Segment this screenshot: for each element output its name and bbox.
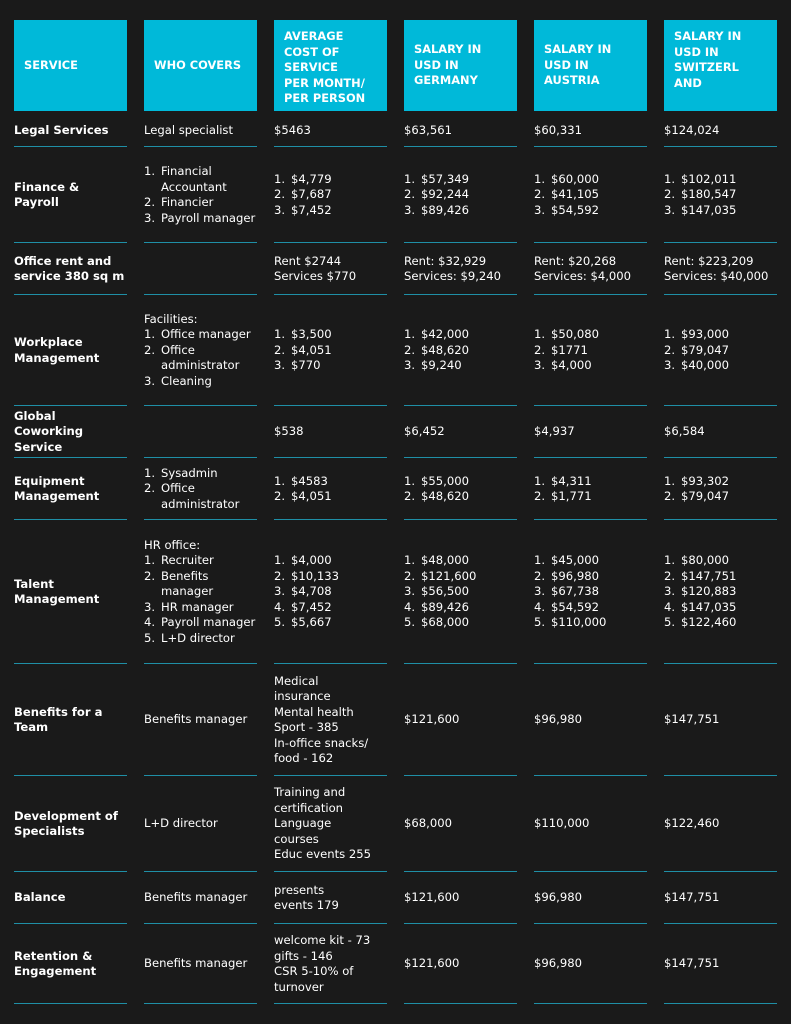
list-item: $68,000 xyxy=(421,615,469,630)
cell-salary-germany xyxy=(404,664,517,776)
list-item: $102,011 xyxy=(681,171,737,186)
list-item: Financial Accountant xyxy=(161,164,227,194)
list-item: $60,000 xyxy=(551,171,599,186)
list-item: Benefits manager xyxy=(161,568,214,599)
cell-text: insurance xyxy=(274,689,331,703)
cell-text: $121,600 xyxy=(404,712,460,727)
cell-service xyxy=(14,295,127,406)
cell-salary-switzerland xyxy=(664,872,777,924)
numbered-list xyxy=(664,327,729,374)
cell-text: Language xyxy=(274,816,332,831)
numbered-list xyxy=(664,553,736,631)
row-divider xyxy=(14,1003,127,1004)
service-name: Legal Services xyxy=(14,122,109,137)
list-item: $4583 xyxy=(291,473,328,488)
row-divider xyxy=(664,1003,777,1004)
list-item: $4,051 xyxy=(291,489,332,503)
row-divider xyxy=(404,1003,517,1004)
service-name: Team xyxy=(14,720,49,734)
cell-text: $6,452 xyxy=(404,424,445,439)
cell-text: $96,980 xyxy=(534,890,582,905)
numbered-list xyxy=(144,164,257,226)
service-name: Benefits for a xyxy=(14,704,103,719)
table-row xyxy=(0,776,791,872)
list-item: $89,426 xyxy=(421,202,469,217)
service-name: Specialists xyxy=(14,824,85,838)
header-average-cost: AVERAGE COST OF SERVICE PER MONTH/ PER PERSON xyxy=(274,20,387,111)
cell-salary-germany xyxy=(404,872,517,924)
cell-salary-switzerland xyxy=(664,406,777,458)
cell-salary-switzerland xyxy=(664,295,777,406)
list-item: $5,667 xyxy=(291,615,332,630)
list-item: $1771 xyxy=(551,342,588,357)
cell-text: welcome kit - 73 xyxy=(274,933,371,947)
table-row xyxy=(0,520,791,664)
list-item: Office administrator xyxy=(161,342,240,373)
cell-average-cost xyxy=(274,872,387,924)
numbered-list xyxy=(274,553,339,631)
list-item: $770 xyxy=(291,358,321,373)
cell-text: $63,561 xyxy=(404,122,452,137)
list-item: $7,452 xyxy=(291,202,332,217)
list-item: $50,080 xyxy=(551,327,599,342)
cell-text: certification xyxy=(274,800,344,815)
cell-who-covers xyxy=(144,776,257,872)
list-item: $48,620 xyxy=(421,489,469,503)
header-who-covers: WHO COVERS xyxy=(144,20,257,111)
cell-text: Training and xyxy=(274,785,346,800)
numbered-list xyxy=(144,466,257,513)
cell-text: $110,000 xyxy=(534,816,590,831)
cell-text: $121,600 xyxy=(404,890,460,905)
cell-text: Rent: $20,268 xyxy=(534,253,617,268)
table-row xyxy=(0,872,791,924)
list-item: $96,980 xyxy=(551,568,599,583)
cell-text: courses xyxy=(274,831,319,846)
cell-text: CSR 5-10% of xyxy=(274,964,354,978)
cell-who-covers xyxy=(144,458,257,520)
cell-salary-austria xyxy=(534,924,647,1004)
cell-salary-germany xyxy=(404,776,517,872)
list-item: $41,105 xyxy=(551,187,599,202)
cell-salary-austria xyxy=(534,520,647,664)
list-item: $122,460 xyxy=(681,615,737,630)
list-item: Cleaning xyxy=(161,373,212,388)
cell-salary-switzerland xyxy=(664,147,777,243)
cell-average-cost xyxy=(274,147,387,243)
cell-text: food - 162 xyxy=(274,751,334,765)
list-item: $89,426 xyxy=(421,599,469,614)
list-item: $180,547 xyxy=(681,187,737,202)
list-item: Payroll manager xyxy=(161,615,256,630)
cell-text: $60,331 xyxy=(534,122,582,137)
cell-text: Educ events 255 xyxy=(274,847,371,862)
cell-who-covers xyxy=(144,295,257,406)
cell-text: L+D director xyxy=(144,816,218,831)
cell-salary-switzerland xyxy=(664,520,777,664)
cell-heading: HR office: xyxy=(144,537,201,552)
cell-text: Services: $9,240 xyxy=(404,269,502,283)
cell-salary-germany xyxy=(404,924,517,1004)
cell-text: Rent $2744 xyxy=(274,253,342,268)
list-item: $79,047 xyxy=(681,342,729,357)
list-item: $79,047 xyxy=(681,489,729,503)
cell-salary-austria xyxy=(534,458,647,520)
cell-service xyxy=(14,114,127,147)
cell-salary-austria xyxy=(534,295,647,406)
numbered-list xyxy=(404,553,476,631)
list-item: $4,311 xyxy=(551,473,592,488)
service-name: Development of xyxy=(14,808,118,823)
cell-salary-switzerland xyxy=(664,243,777,295)
table-row xyxy=(0,147,791,243)
cell-salary-austria xyxy=(534,664,647,776)
list-item: $48,620 xyxy=(421,342,469,357)
service-name: Management xyxy=(14,350,100,365)
list-item: Payroll manager xyxy=(161,210,256,225)
service-name: Office rent and xyxy=(14,253,112,268)
list-item: $54,592 xyxy=(551,599,599,614)
cell-who-covers xyxy=(144,243,257,295)
list-item: $54,592 xyxy=(551,202,599,217)
cell-text: Benefits manager xyxy=(144,712,248,727)
cell-who-covers xyxy=(144,664,257,776)
table-row xyxy=(0,664,791,776)
list-item: Office manager xyxy=(161,327,251,342)
cell-text: Benefits manager xyxy=(144,956,248,971)
cell-salary-austria xyxy=(534,872,647,924)
cell-service xyxy=(14,776,127,872)
service-name: Equipment xyxy=(14,473,85,488)
cell-average-cost xyxy=(274,243,387,295)
cell-text: Rent: $223,209 xyxy=(664,253,754,268)
cell-text: $147,751 xyxy=(664,712,720,727)
table-row xyxy=(0,243,791,295)
numbered-list xyxy=(534,327,599,374)
cell-text: $538 xyxy=(274,424,304,439)
cell-text: Benefits manager xyxy=(144,890,248,905)
service-name: service 380 sq m xyxy=(14,269,125,283)
list-item: $92,244 xyxy=(421,187,469,202)
list-item: Office administrator xyxy=(161,481,240,511)
numbered-list xyxy=(274,474,332,505)
cell-who-covers xyxy=(144,520,257,664)
list-item: $40,000 xyxy=(681,358,729,373)
cell-text: Services $770 xyxy=(274,269,357,283)
list-item: $4,000 xyxy=(551,358,592,373)
cell-text: $5463 xyxy=(274,122,311,137)
cell-who-covers xyxy=(144,872,257,924)
cell-text: $4,937 xyxy=(534,424,575,439)
list-item: Financier xyxy=(161,195,214,209)
service-name: Management xyxy=(14,592,100,606)
list-item: $1,771 xyxy=(551,489,592,503)
cell-salary-switzerland xyxy=(664,924,777,1004)
cell-text: $6,584 xyxy=(664,424,705,439)
table-row xyxy=(0,295,791,406)
list-item: $121,600 xyxy=(421,568,477,583)
numbered-list xyxy=(534,553,606,631)
numbered-list xyxy=(404,327,469,374)
cell-text: $121,600 xyxy=(404,956,460,971)
cell-salary-austria xyxy=(534,114,647,147)
row-divider xyxy=(274,1003,387,1004)
cell-text: $122,460 xyxy=(664,816,720,831)
cell-who-covers xyxy=(144,406,257,458)
cell-text: Rent: $32,929 xyxy=(404,253,487,268)
cell-salary-germany xyxy=(404,295,517,406)
cell-service xyxy=(14,924,127,1004)
table-header xyxy=(0,0,791,124)
cell-salary-germany xyxy=(404,114,517,147)
cell-average-cost xyxy=(274,406,387,458)
service-name: Balance xyxy=(14,890,66,905)
row-divider xyxy=(144,1003,257,1004)
list-item: $4,051 xyxy=(291,342,332,357)
cell-text: Services: $40,000 xyxy=(664,269,769,283)
cell-average-cost xyxy=(274,664,387,776)
cell-salary-germany xyxy=(404,520,517,664)
cell-service xyxy=(14,872,127,924)
numbered-list xyxy=(274,327,332,374)
cell-who-covers xyxy=(144,924,257,1004)
list-item: L+D director xyxy=(161,630,235,645)
cell-service xyxy=(14,458,127,520)
cell-salary-germany xyxy=(404,243,517,295)
list-item: $93,302 xyxy=(681,473,729,488)
cell-text: $68,000 xyxy=(404,816,452,831)
list-item: $4,779 xyxy=(291,171,332,186)
list-item: $42,000 xyxy=(421,327,469,342)
list-item: $3,500 xyxy=(291,327,332,342)
numbered-list xyxy=(404,474,469,505)
cell-salary-austria xyxy=(534,406,647,458)
list-item: $4,000 xyxy=(291,553,332,568)
service-name: Service xyxy=(14,439,63,454)
table-row xyxy=(0,114,791,147)
list-item: $45,000 xyxy=(551,553,599,568)
list-item: $147,751 xyxy=(681,568,737,583)
cell-service xyxy=(14,664,127,776)
list-item: HR manager xyxy=(161,599,234,614)
list-item: $147,035 xyxy=(681,202,737,217)
list-item: $57,349 xyxy=(421,171,469,186)
table-row xyxy=(0,458,791,520)
cell-text: Mental health xyxy=(274,704,354,719)
cell-text: events 179 xyxy=(274,898,339,912)
numbered-list xyxy=(534,172,599,219)
cell-salary-germany xyxy=(404,147,517,243)
list-item: $147,035 xyxy=(681,599,737,614)
cell-service xyxy=(14,520,127,664)
service-name: Management xyxy=(14,489,100,503)
list-item: $48,000 xyxy=(421,553,469,568)
header-salary-switzerland: SALARY IN USD IN SWITZERL AND xyxy=(664,20,777,111)
cell-average-cost xyxy=(274,295,387,406)
cell-salary-austria xyxy=(534,147,647,243)
numbered-list xyxy=(144,327,257,389)
service-name: Global Coworking xyxy=(14,408,84,439)
cell-salary-austria xyxy=(534,243,647,295)
cell-service xyxy=(14,243,127,295)
cell-salary-switzerland xyxy=(664,664,777,776)
numbered-list xyxy=(274,172,332,219)
list-item: $7,687 xyxy=(291,187,332,202)
cell-heading: Facilities: xyxy=(144,311,198,326)
cell-salary-germany xyxy=(404,458,517,520)
cell-text: $124,024 xyxy=(664,122,720,137)
service-name: Retention & xyxy=(14,948,93,963)
cell-salary-germany xyxy=(404,406,517,458)
service-name: Talent xyxy=(14,576,54,591)
cell-text: gifts - 146 xyxy=(274,948,333,963)
cell-who-covers xyxy=(144,114,257,147)
table-row xyxy=(0,924,791,1004)
cell-text: presents xyxy=(274,882,325,897)
cell-text: Sport - 385 xyxy=(274,720,339,734)
cell-average-cost xyxy=(274,520,387,664)
list-item: $56,500 xyxy=(421,584,469,599)
cell-text: Services: $4,000 xyxy=(534,269,632,283)
cell-average-cost xyxy=(274,924,387,1004)
cell-text: Medical xyxy=(274,673,319,688)
row-divider xyxy=(534,1003,647,1004)
list-item: $67,738 xyxy=(551,584,599,599)
numbered-list xyxy=(144,553,257,646)
cell-text: $147,751 xyxy=(664,956,720,971)
numbered-list xyxy=(404,172,469,219)
cell-text: $147,751 xyxy=(664,890,720,905)
cell-service xyxy=(14,147,127,243)
list-item: $93,000 xyxy=(681,327,729,342)
numbered-list xyxy=(664,172,736,219)
service-name: Engagement xyxy=(14,964,97,978)
cell-text: $96,980 xyxy=(534,712,582,727)
service-name: Workplace xyxy=(14,335,83,349)
table-row xyxy=(0,406,791,458)
cell-average-cost xyxy=(274,458,387,520)
list-item: $55,000 xyxy=(421,473,469,488)
cell-salary-switzerland xyxy=(664,776,777,872)
numbered-list xyxy=(534,474,592,505)
cell-salary-switzerland xyxy=(664,458,777,520)
service-name: Finance & Payroll xyxy=(14,179,80,209)
cell-salary-switzerland xyxy=(664,114,777,147)
list-item: $9,240 xyxy=(421,358,462,373)
cell-who-covers xyxy=(144,147,257,243)
cell-text: turnover xyxy=(274,979,324,994)
list-item: $110,000 xyxy=(551,615,607,630)
header-service: SERVICE xyxy=(14,20,127,111)
list-item: Recruiter xyxy=(161,553,214,568)
list-item: $120,883 xyxy=(681,584,737,599)
cell-average-cost xyxy=(274,114,387,147)
cell-average-cost xyxy=(274,776,387,872)
cell-text: $96,980 xyxy=(534,956,582,971)
header-salary-austria: SALARY IN USD IN AUSTRIA xyxy=(534,20,647,111)
cell-salary-austria xyxy=(534,776,647,872)
numbered-list xyxy=(664,474,729,505)
cell-text: In-office snacks/ xyxy=(274,735,369,750)
list-item: Sysadmin xyxy=(161,465,218,480)
list-item: $4,708 xyxy=(291,584,332,599)
list-item: $7,452 xyxy=(291,599,332,614)
cell-text: Legal specialist xyxy=(144,122,234,137)
header-salary-germany: SALARY IN USD IN GERMANY xyxy=(404,20,517,111)
list-item: $10,133 xyxy=(291,568,339,583)
list-item: $80,000 xyxy=(681,553,729,568)
cell-service xyxy=(14,406,127,458)
